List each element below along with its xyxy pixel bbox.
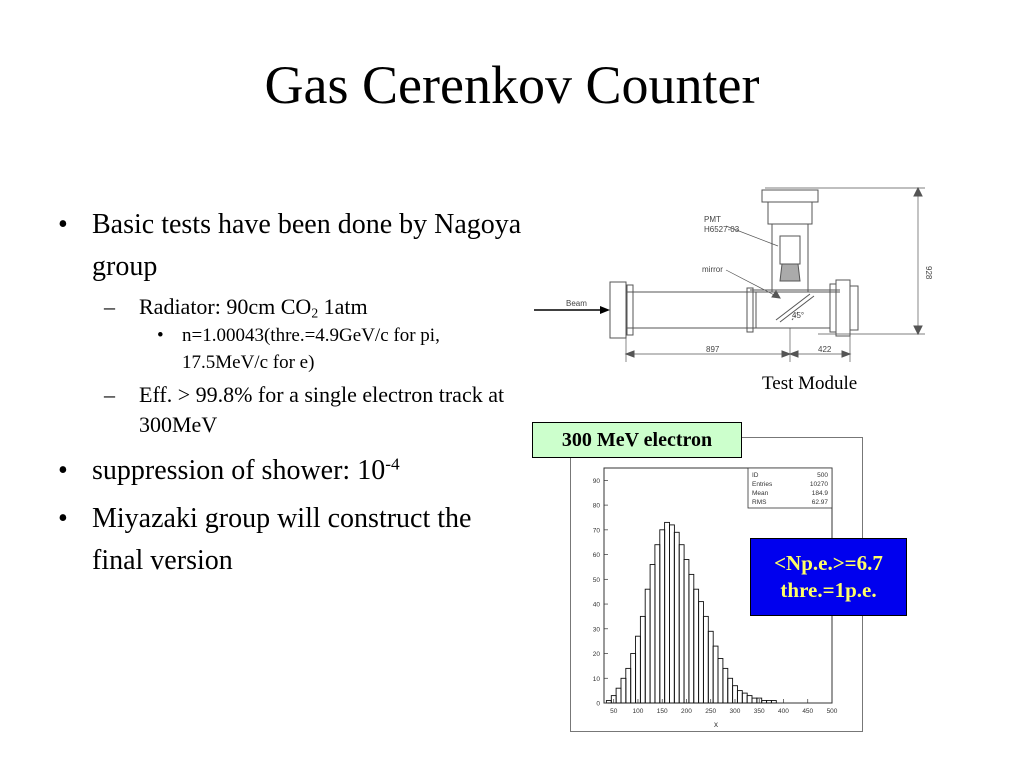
index-text: n=1.00043(thre.=4.9GeV/c for pi, 17.5MeV/c for e) <box>182 325 440 373</box>
test-module-drawing <box>530 186 950 372</box>
histogram-bar <box>665 522 670 703</box>
x-tick-label: 250 <box>705 708 717 715</box>
stats-key: Entries <box>752 481 773 488</box>
histogram-bar <box>771 701 776 704</box>
histogram-bar <box>762 701 767 704</box>
y-tick-label: 30 <box>592 626 600 634</box>
stats-key: RMS <box>752 499 767 506</box>
histogram-bar <box>674 532 679 703</box>
histogram-bar <box>606 701 611 704</box>
histogram-bar <box>631 654 636 704</box>
bullet-text: Basic tests have been done by Nagoya group <box>92 209 522 282</box>
x-tick-label: 500 <box>826 708 838 715</box>
stats-box <box>748 468 832 508</box>
stats-value: 500 <box>817 472 828 479</box>
x-tick-label: 450 <box>802 708 814 715</box>
bullet-dot: • <box>58 503 68 534</box>
bullet-miyazaki <box>56 498 526 582</box>
histogram-bar <box>616 688 621 703</box>
sub-bullet-efficiency <box>56 380 526 440</box>
stats-value: 10270 <box>809 481 828 488</box>
sub-sub-bullet-index <box>56 322 526 376</box>
histogram-bar <box>636 636 641 703</box>
bullet-basic-tests <box>56 204 526 288</box>
bullet-dot: • <box>58 455 68 486</box>
pmt-label: PMT <box>704 215 721 224</box>
bullet-list <box>56 204 526 584</box>
mean-npe-text: <Np.e.>=6.7 <box>774 551 883 575</box>
histogram-bar <box>713 646 718 703</box>
x-tick-label: 50 <box>610 708 618 715</box>
histogram-bar <box>640 616 645 703</box>
x-tick-label: 350 <box>753 708 765 715</box>
x-axis-ticks <box>610 699 838 715</box>
histogram-bar <box>679 545 684 703</box>
histogram-bar <box>660 530 665 703</box>
stats-value: 184.9 <box>811 490 828 497</box>
y-tick-label: 60 <box>592 552 600 560</box>
histogram-bar <box>767 701 772 704</box>
histogram-bar <box>737 691 742 703</box>
histogram-bar <box>752 698 757 703</box>
x-axis-label: x <box>714 720 718 729</box>
dash-marker: – <box>104 294 115 319</box>
histogram-bar <box>747 696 752 703</box>
histogram-bar <box>645 589 650 703</box>
x-tick-label: 200 <box>681 708 692 715</box>
y-tick-label: 90 <box>592 477 600 485</box>
y-axis-ticks <box>593 478 608 708</box>
histogram-bar <box>703 616 708 703</box>
y-tick-label: 70 <box>592 527 600 535</box>
histogram-bar <box>689 574 694 703</box>
histogram-bar <box>684 560 689 704</box>
diagram-caption: Test Module <box>762 373 858 394</box>
y-tick-label: 0 <box>596 700 600 708</box>
x-tick-label: 150 <box>656 708 668 715</box>
stats-key: ID <box>752 472 759 479</box>
histogram-bar <box>650 565 655 704</box>
histogram-bar <box>694 589 699 703</box>
threshold-text: thre.=1p.e. <box>780 578 877 602</box>
bullet-shower <box>56 450 526 492</box>
histogram-bar <box>621 678 626 703</box>
histogram-bar <box>670 525 675 703</box>
right-dimension: 422 <box>818 345 832 354</box>
y-tick-label: 20 <box>592 651 600 659</box>
slide-title: Gas Cerenkov Counter <box>264 55 760 115</box>
energy-label: 300 MeV electron <box>532 422 742 458</box>
pmt-model-label: H6527-03 <box>704 225 740 234</box>
stats-value: 62.97 <box>811 499 828 506</box>
x-tick-label: 300 <box>729 708 741 715</box>
x-tick-label: 400 <box>778 708 789 715</box>
histogram-bar <box>655 545 660 703</box>
x-tick-label: 100 <box>632 708 644 715</box>
beam-label: Beam <box>566 299 587 308</box>
efficiency-text: Eff. > 99.8% for a single electron track at 300MeV <box>139 382 505 437</box>
shower-text: suppression of shower: 10 <box>92 455 386 486</box>
histogram-bar <box>723 668 728 703</box>
angle-label: 45° <box>792 311 805 320</box>
length-dimension: 897 <box>706 345 720 354</box>
histogram-bar <box>718 659 723 704</box>
test-module-diagram <box>530 186 950 372</box>
radiator-suffix: 1atm <box>318 294 368 319</box>
sub-bullet-radiator <box>56 292 526 322</box>
y-tick-label: 10 <box>592 675 600 683</box>
co2-subscript: 2 <box>311 305 319 321</box>
dash-marker: – <box>104 382 115 407</box>
bullet-dot: • <box>58 209 68 240</box>
bullet-dot: • <box>157 325 164 346</box>
miyazaki-text: Miyazaki group will construct the final version <box>92 503 472 576</box>
histogram-bar <box>699 602 704 703</box>
photoelectron-result <box>750 538 907 616</box>
y-tick-label: 50 <box>592 576 600 584</box>
stats-key: Mean <box>752 490 769 497</box>
histogram-bar <box>708 631 713 703</box>
y-tick-label: 80 <box>592 502 600 510</box>
y-tick-label: 40 <box>592 601 600 609</box>
height-dimension: 928 <box>924 266 933 280</box>
histogram-bar <box>626 668 631 703</box>
histogram-bar <box>742 693 747 703</box>
mirror-label: mirror <box>702 265 723 274</box>
radiator-text: Radiator: 90cm CO <box>139 294 312 319</box>
histogram-bar <box>728 678 733 703</box>
shower-exponent: -4 <box>385 454 400 474</box>
